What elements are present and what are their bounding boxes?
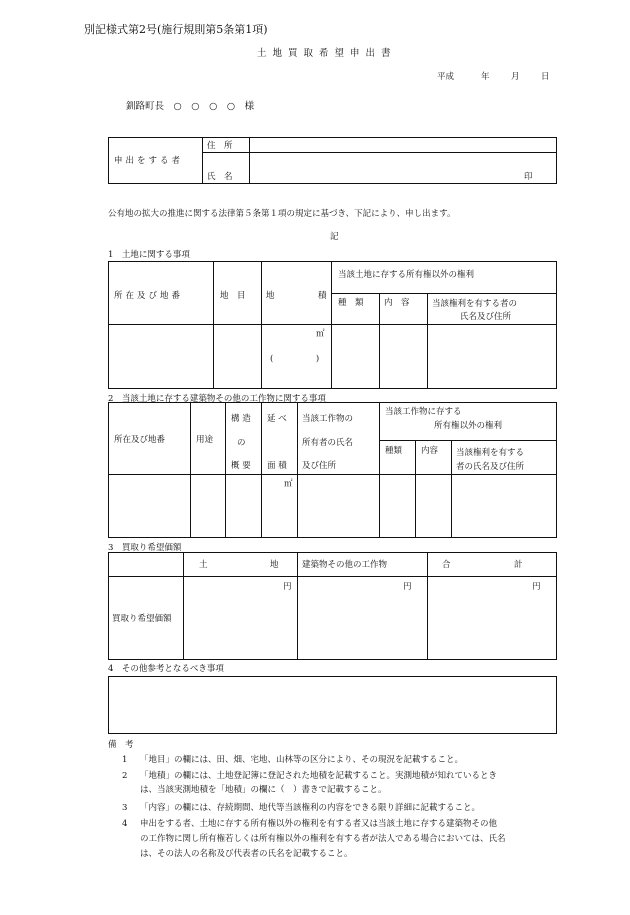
date-day: 日 [541,72,550,82]
bldg-rights-header-2: 所有権以外の権利 [434,421,503,431]
addressee: 釧路町長 ○ ○ ○ ○ 様 [126,101,255,112]
remark-2-line-1: 「地積」の欄には、土地登記簿に登記された地積を記載すること。実測地積が知れているとき [140,771,498,781]
remark-number-2: 2 [122,771,128,781]
remark-4-line-3: は、その法人の名称及び代表者の氏名を記載すること。 [140,849,353,859]
land-rights-header: 当該土地に存する所有権以外の権利 [338,270,475,280]
bldg-col-use: 用途 [196,435,214,445]
section1-heading: 1 土地に関する事項 [108,250,190,260]
remark-1: 「地目」の欄には、田、畑、宅地、山林等の区分により、その現況を記載すること。 [140,755,464,765]
price-yen-land: 円 [283,582,292,592]
remarks-title: 備 考 [108,740,134,750]
section3-heading: 3 買取り希望価額 [108,543,182,553]
land-table [108,261,557,389]
bldg-col-owner-2: 所有者の氏名 [302,438,354,448]
remark-number-4: 4 [122,819,128,829]
land-col-category: 地 目 [220,291,246,301]
remark-3: 「内容」の欄には、存続期間、地代等当該権利の内容をできる限り詳細に記載すること。 [140,803,481,813]
form-title: 土地買取希望申出書 [257,48,397,59]
land-col-area-right: 積 [318,291,327,301]
remark-number-1: 1 [122,755,128,765]
price-yen-total: 円 [532,582,541,592]
remark-2-line-2: は、当該実測地積を「地積」の欄に（ ）書きで記載すること。 [140,785,387,795]
ki-label: 記 [330,232,339,242]
price-col-building: 建築物その他の工作物 [302,560,388,570]
bldg-col-owner-3: 及び住所 [302,461,337,471]
address-label: 住 所 [207,141,233,151]
remark-number-3: 3 [122,803,128,813]
land-col-area-left: 地 [266,291,275,301]
land-col-type: 種 類 [338,298,364,308]
name-label: 氏 名 [207,172,233,182]
section2-heading: 2 当該土地に存する建築物その他の工作物に関する事項 [108,394,326,404]
bldg-col-struct-3: 概 要 [231,461,251,471]
date-month: 月 [511,72,520,82]
date-year: 年 [481,72,490,82]
land-col-content: 内 容 [384,298,410,308]
seal-mark: 印 [524,172,533,182]
price-col-land-right: 地 [270,560,279,570]
land-col-location: 所在及び地番 [114,291,184,301]
land-col-holder-1: 当該権利を有する者の [432,299,518,309]
bldg-col-holder-1: 当該権利を有する [456,448,525,458]
date-era: 平成 [437,72,455,82]
bldg-rights-header-1: 当該工作物に存する [385,407,462,417]
land-measured-area: ( ) [270,354,320,364]
applicant-label: 申出をする者 [114,156,184,166]
price-yen-building: 円 [403,582,412,592]
price-col-land-left: 土 [199,560,208,570]
bldg-col-type: 種類 [385,446,403,456]
bldg-col-owner-1: 当該工作物の [302,414,354,424]
remark-4-line-1: 申出をする者、土地に存する所有権以外の権利を有する者又は当該土地に存する建築物その他 [140,819,498,829]
bldg-col-holder-2: 者の氏名及び住所 [456,462,525,472]
land-unit-sqm: ㎡ [316,329,325,339]
price-col-total-right: 計 [514,560,523,570]
price-col-total-left: 合 [442,560,451,570]
price-row-label: 買取り希望価額 [112,614,172,624]
section4-heading: 4 その他参考となるべき事項 [108,664,224,674]
bldg-unit-sqm: ㎡ [284,479,293,489]
bldg-col-content: 内容 [421,446,439,456]
bldg-col-floor-2: 面 積 [267,461,287,471]
bldg-col-floor-1: 延 べ [267,414,287,424]
other-matters-box [108,676,557,734]
bldg-col-struct-2: の [237,438,246,448]
land-col-holder-2: 氏名及び住所 [460,312,512,322]
remark-4-line-2: の工作物に関し所有権若しくは所有権以外の権利を有する者が法人である場合においては、氏名 [140,834,506,844]
form-number: 別記様式第2号(施行規則第5条第1項) [84,23,268,36]
bldg-col-location: 所在及び地番 [114,435,166,445]
bldg-col-struct-1: 構 造 [231,414,251,424]
intro-text: 公有地の拡大の推進に関する法律第５条第１項の規定に基づき、下記により、申し出ます。 [108,209,456,219]
